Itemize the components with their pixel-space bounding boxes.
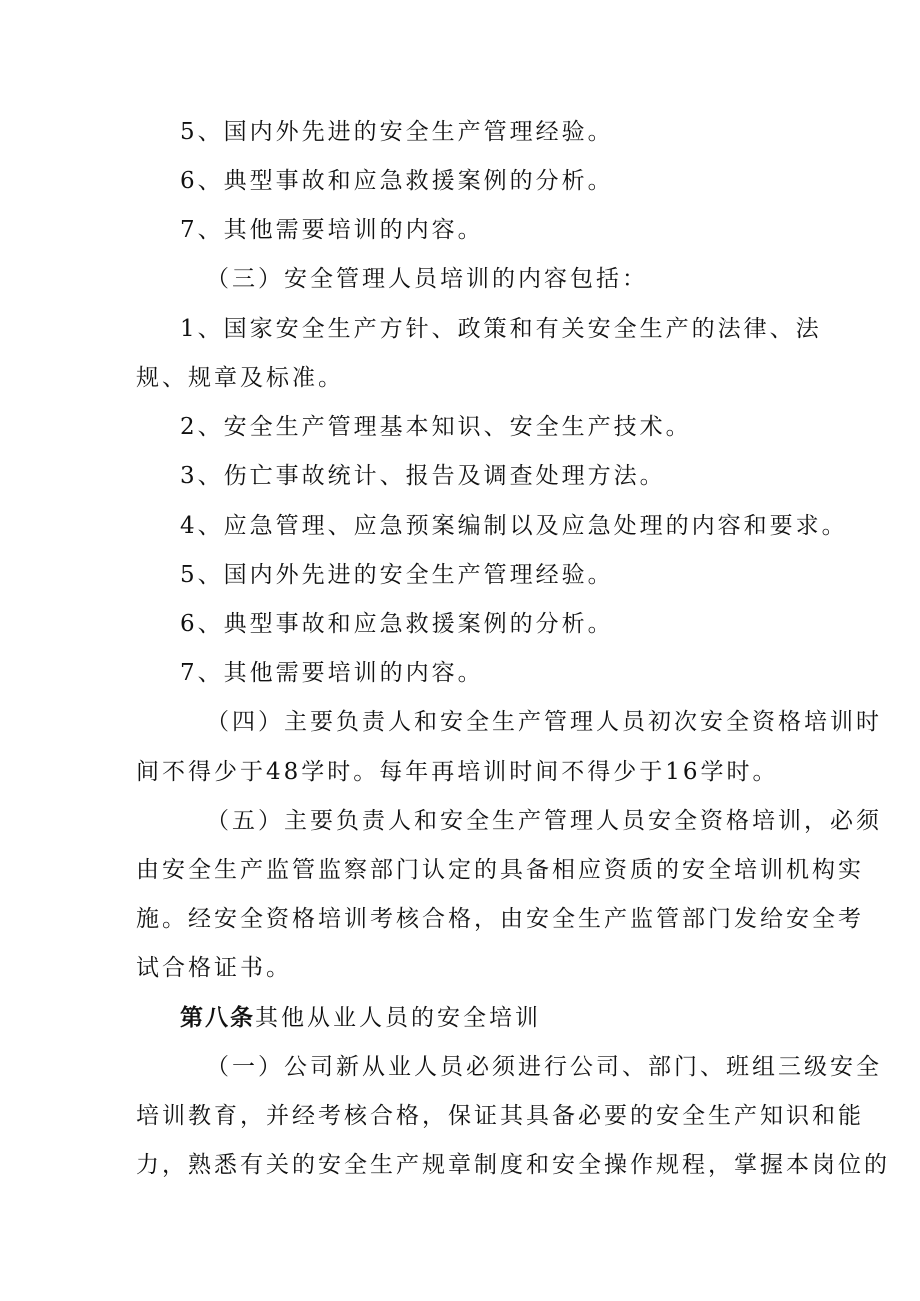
paragraph-line: 7、其他需要培训的内容。 <box>180 660 484 686</box>
paragraph-line: 由安全生产监管监察部门认定的具备相应资质的安全培训机构实 <box>136 857 864 883</box>
paragraph-line: 规、规章及标准。 <box>136 365 344 391</box>
paragraph-line: 1、国家安全生产方针、政策和有关安全生产的法律、法 <box>180 316 822 342</box>
paragraph-line: 力，熟悉有关的安全生产规章制度和安全操作规程，掌握本岗位的 <box>136 1152 890 1178</box>
paragraph-line: 间不得少于48学时。每年再培训时间不得少于16学时。 <box>136 759 779 785</box>
paragraph-line: 施。经安全资格培训考核合格，由安全生产监管部门发给安全考 <box>136 906 864 932</box>
paragraph-line: 试合格证书。 <box>136 955 292 981</box>
section-heading: （三）安全管理人员培训的内容包括： <box>206 266 648 292</box>
paragraph-line: 5、国内外先进的安全生产管理经验。 <box>180 119 614 145</box>
section-heading: （四）主要负责人和安全生产管理人员初次安全资格培训时 <box>206 709 882 735</box>
article-heading <box>180 1003 541 1033</box>
section-heading: （一）公司新从业人员必须进行公司、部门、班组三级安全 <box>206 1054 882 1080</box>
article-title: 其他从业人员的安全培训 <box>255 1005 541 1031</box>
paragraph-line: 培训教育，并经考核合格，保证其具备必要的安全生产知识和能 <box>136 1103 864 1129</box>
paragraph-line: 6、典型事故和应急救援案例的分析。 <box>180 611 614 637</box>
paragraph-line: 2、安全生产管理基本知识、安全生产技术。 <box>180 414 692 440</box>
paragraph-line: 4、应急管理、应急预案编制以及应急处理的内容和要求。 <box>180 513 848 539</box>
paragraph-line: 3、伤亡事故统计、报告及调查处理方法。 <box>180 463 666 489</box>
paragraph-line: 5、国内外先进的安全生产管理经验。 <box>180 562 614 588</box>
paragraph-line: 7、其他需要培训的内容。 <box>180 217 484 243</box>
paragraph-line: 6、典型事故和应急救援案例的分析。 <box>180 168 614 194</box>
article-number: 第八条 <box>180 1004 255 1031</box>
section-heading: （五）主要负责人和安全生产管理人员安全资格培训，必须 <box>206 808 882 834</box>
